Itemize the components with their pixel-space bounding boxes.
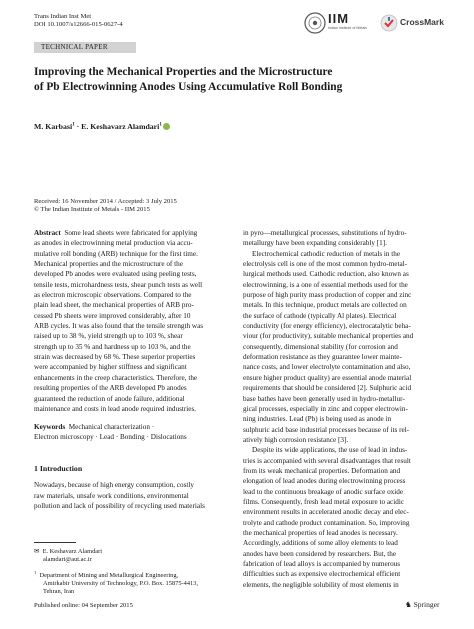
affiliation xyxy=(34,569,198,596)
springer-label: Springer xyxy=(413,600,440,609)
journal-name: Trans Indian Inst Met xyxy=(34,13,92,20)
abstract-label: Abstract xyxy=(34,229,61,237)
author-2-affiliation: 1 xyxy=(159,122,162,128)
abstract-line: guaranteed the reduction of anode failure, additional xyxy=(34,394,185,403)
body-line: consequently, dimensional stability (for corrosion and xyxy=(243,342,398,351)
orcid-icon[interactable] xyxy=(163,123,170,130)
article-type-banner xyxy=(34,42,136,53)
corresponding-author xyxy=(34,548,102,564)
abstract-line: plain lead sheet, the mechanical properties of ARB pro- xyxy=(34,301,194,310)
abstract-line: strength up to 35 % and hardness up to 103 %, and the xyxy=(34,342,191,351)
crossmark-badge[interactable] xyxy=(380,14,442,32)
intro-line: Nowadays, because of high energy consumption, costly xyxy=(34,481,194,490)
crossmark-label: CrossMark xyxy=(400,17,444,27)
published-date: Published online: 04 September 2015 xyxy=(34,602,133,609)
keywords-label: Keywords xyxy=(34,423,66,431)
body-line: lead to the continuous breakage of anodic surface oxide xyxy=(243,487,404,496)
body-line: fabrication of lead alloys is accompanied by numerous xyxy=(243,560,401,568)
abstract-line: ARB cycles. It was also found that the tensile strength was xyxy=(34,322,204,331)
body-line: nance costs, and lower electrolyte contamination and also, xyxy=(243,363,411,372)
affiliation-marker: 1 xyxy=(34,570,37,575)
section-heading: 1 Introduction xyxy=(34,464,83,473)
author-separator: · xyxy=(74,122,82,131)
footnote-divider xyxy=(34,542,76,543)
body-line: deformation resistance as they guarantee lower mainte- xyxy=(243,353,402,362)
section-introduction xyxy=(34,464,234,511)
author-1[interactable]: M. Karbasi xyxy=(34,122,73,131)
abstract xyxy=(34,228,234,414)
body-line: from its weak mechanical properties. Deformation and xyxy=(243,466,401,475)
keywords-line-2: Electron microscopy · Lead · Bonding · Dislocations xyxy=(34,433,187,442)
body-line: trolyte and cathode product contamination. So, improving xyxy=(243,518,410,527)
springer-logo xyxy=(405,600,439,609)
paper-title xyxy=(34,65,444,94)
article-dates xyxy=(34,198,177,215)
abstract-line: Abstract Some lead sheets were fabricated for applying xyxy=(34,229,198,237)
body-line: metallurgy have been expanding considerably [1]. xyxy=(243,239,387,248)
right-column xyxy=(243,228,444,590)
corresponding-email[interactable]: alamdari@aut.ac.ir xyxy=(43,556,92,563)
abstract-line: mulative roll bonding (ARB) technique for the first time. xyxy=(34,249,198,258)
body-line: the mechanical properties of lead anodes is necessary. xyxy=(243,528,398,537)
body-line: lurgical methods used. Cathodic reduction, also known as xyxy=(243,270,409,279)
copyright: © The Indian Institute of Metals - IIM 2015 xyxy=(34,206,150,214)
affiliation-line-1: Department of Mining and Metallurgical Engineering, xyxy=(39,572,179,580)
body-line: base bathes have been generally used in hydro-metallur- xyxy=(243,394,405,403)
corresponding-name: E. Keshavarz Alamdari xyxy=(42,548,103,555)
author-2[interactable]: E. Keshavarz Alamdari xyxy=(81,122,160,131)
abstract-line: tensile tests, microhardness tests, shear punch tests as well xyxy=(34,280,203,289)
abstract-line: raised up to 38 %, yield strength up to 103 %, shear xyxy=(34,332,183,341)
body-line: electrolysis cell is one of the most common hydro-metal- xyxy=(243,260,408,269)
body-line: electrowinning, is a one of essential methods used for the xyxy=(243,280,408,289)
doi[interactable]: DOI 10.1007/s12666-015-0627-4 xyxy=(34,21,123,29)
body-line: atively high corrosion resistance [3]. xyxy=(243,435,349,444)
abstract-line: maintenance and costs in lead anode required industries. xyxy=(34,404,197,413)
body-line: elongation of lead anodes during electrowinning process xyxy=(243,477,406,486)
body-line: purpose of high purity mass production of copper and zinc xyxy=(243,291,412,300)
journal-header xyxy=(34,13,234,29)
body-line: elements, the negligible solubility of most elements in xyxy=(243,580,399,589)
abstract-line: strain was decreased by 68 %. These superior properties xyxy=(34,353,196,362)
iim-subtext: Indian Institute of Metals xyxy=(328,26,367,30)
keywords-line-1: Mechanical characterization · xyxy=(68,423,155,431)
intro-line: pollution and lack of possibility of recycling used materials xyxy=(34,502,205,511)
intro-line: raw materials, unsafe work conditions, environmental xyxy=(34,491,189,500)
abstract-line: as electron microscopic observations. Compared to the xyxy=(34,291,192,300)
body-line: the surface of cathode (typically Al plates). Electrical xyxy=(243,311,397,320)
body-line: Accordingly, additions of some alloy elements to lead xyxy=(243,539,398,548)
body-line: metals. In this technique, product metals are collected on xyxy=(243,301,407,310)
received-accepted: Received: 16 November 2014 / Accepted: 3 July 2015 xyxy=(34,198,177,205)
affiliation-line-2: Amirkabir University of Technology, P.O. Box. 15875-4413, xyxy=(43,580,199,588)
body-line: in pyro—metallurgical processes, substitutions of hydro- xyxy=(243,229,407,237)
body-line: environment results in accelerated anodic decay and elec- xyxy=(243,508,409,517)
body-line: requirements that should be considered [2]. Sulphuric acid xyxy=(243,384,412,393)
body-line: difficulties such as expensive electrochemical efficient xyxy=(243,570,401,579)
title-line-2: of Pb Electrowinning Anodes Using Accumulative Roll Bonding xyxy=(34,80,343,93)
body-line: viour (for productivity), suitable mechanical properties and xyxy=(243,332,414,341)
abstract-line: developed Pb anodes were evaluated using peeling tests, xyxy=(34,270,197,279)
abstract-line: as anodes in electrowinning metal production via accu- xyxy=(34,239,193,248)
springer-horse-icon: ♞ xyxy=(405,600,412,609)
body-line: films. Consequently, fresh lead metal exposure to acidic xyxy=(243,497,405,506)
body-line: conductivity (for energy efficiency), electrocatalytic beha- xyxy=(243,322,411,331)
abstract-line: cessed Pb sheets were improved considerably, after 10 xyxy=(34,311,191,320)
iim-logo xyxy=(304,11,366,35)
iim-text: IIM xyxy=(328,11,350,26)
body-line: ning industries. Lead (Pb) is being used as anode in xyxy=(243,415,392,424)
abstract-line: Mechanical properties and the microstructure of the xyxy=(34,260,183,269)
body-line: ensure higher product quality) are essential anode material xyxy=(243,373,412,382)
body-line: sulphuric acid base industrial processes because of its rel- xyxy=(243,425,410,434)
abstract-line: were accompanied by higher stiffness and significant xyxy=(34,363,187,372)
abstract-line: enhancements in the creep characteristics. Therefore, the xyxy=(34,373,198,382)
affiliation-line-3: Tehran, Iran xyxy=(43,588,75,596)
body-line: gical processes, especially in zinc and copper electrowin- xyxy=(243,404,408,413)
abstract-line: resulting properties of the ARB developed Pb anodes xyxy=(34,384,187,393)
body-line: Despite its wide applications, the use of lead in indus- xyxy=(252,446,408,455)
body-line: Electrochemical cathodic reduction of metals in the xyxy=(252,249,401,258)
keywords xyxy=(34,422,234,443)
article-type-label: TECHNICAL PAPER xyxy=(41,43,108,51)
author-1-affiliation: 1 xyxy=(72,122,75,128)
body-line: anodes have been considered by researchers. But, the xyxy=(243,549,397,558)
crossmark-icon xyxy=(380,14,398,32)
body-line: tries is accompanied with several disadvantages that result xyxy=(243,456,411,465)
title-line-1: Improving the Mechanical Properties and the Microstructure xyxy=(34,66,333,78)
envelope-icon: ✉ xyxy=(34,548,40,555)
author-list xyxy=(34,122,170,131)
